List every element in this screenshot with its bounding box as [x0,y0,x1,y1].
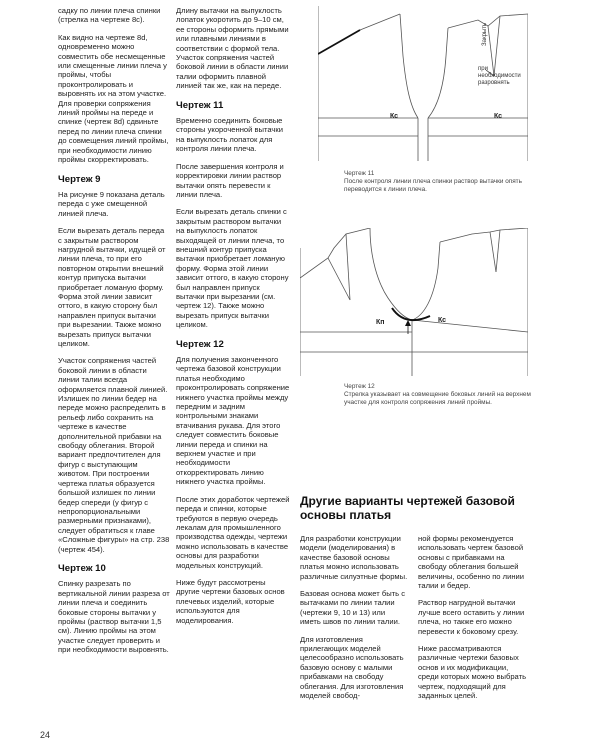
paragraph: После завершения контроля и корректировки линии раствор вытачки опять перевести к линии плеча. [176,161,284,199]
label-ks-right: Кс [494,113,503,120]
paragraph: Базовая основа может быть с вытачками по линии талии (чертежи 9, 10 и 13) или иметь швов по линии талии. [300,589,405,627]
paragraph: Если вырезать деталь спинки с закрытым раствором вытачки на выпуклость лопаток выходящей от линии плеча, то внешний контур припуска вытачки приобретает ломаную форму. Форма этой линии зависит оттого, в какую сторону был направлен припуск вытачки при вырезании (см. чертеж 12). Также можно вырезать припуск вытачки целиком. [176,207,289,330]
heading-drawing-10: Чертеж 10 [58,562,106,574]
text-column-1 [58,6,170,663]
dart-line [490,232,496,272]
label-ks: Кс [438,317,447,324]
heading-drawing-11: Чертеж 11 [176,99,224,111]
caption-title: Чертеж 11 [344,170,375,177]
shoulder-line [448,14,528,28]
caption-text: Стрелка указывает на совмещение боковых линий на верхнем участке для контроля сопряжения линий проймы. [344,391,531,406]
label-kp: Кп [376,319,385,326]
dart-line [328,258,350,300]
caption-drawing-11 [344,170,544,194]
waist-line [412,320,528,332]
paragraph: Раствор нагрудной вытачки лучше всего оставить у линии плеча, но также его можно перевести к боковому срезу. [418,598,525,636]
caption-drawing-12 [344,383,544,407]
paragraph: Длину вытачки на выпуклость лопаток укоротить до 9–10 см, ее стороны оформить прямыми или плавными линиями в соответствии с формой тела. Участок сопряжения частей боковой линии в области линии талии оформить плавной линией так же, как на переде. [176,6,289,91]
section-title: Другие варианты чертежей базовой основы платья [300,494,515,522]
caption-title: Чертеж 12 [344,383,375,390]
label-ks-left: Кс [390,113,399,120]
paragraph: Как видно на чертеже 8d, одновременно можно совместить обе несмещенные или смещенные линии плеча у проймы, чтобы проконтролировать и выровнять их на этом участке. Для проверки сопряжения линий проймы на переде и спинке (чертеж 8d) сдвиньте перед по линии плеча спинки до совмещения линий проймы, при необходимости линию проймы скорректировать. [58,32,169,165]
shoulder-line [300,228,370,278]
armhole-line [428,28,448,118]
paragraph: Участок сопряжения частей боковой линии в области линии талии всегда оформляется плавной линией. Излишек по линии бедер на переде можно распределить в рельеф либо сохранить на чертеже в качестве дополнительной прибавки на свободу облегания. Второй вариант предпочтителен для фигур с выступающим животом. При построении чертежа платья образуется большой излишек по линии бедер спереди (у фигур с непропорциональными размерными признаками), следует обратиться к главе «Сложные фигуры» на стр. 238 (чертеж 454). [58,356,170,554]
paragraph: Если вырезать деталь переда с закрытым раствором нагрудной вытачки, идущей от линии плеча, то при его повторном открытии внешний контур припуска вытачки приобретает ломаную форму. Форма этой линии зависит оттого, в какую сторону был направлен припуск вытачки при вырезании. Также можно вырезать припуск вытачки целиком. [58,226,166,348]
paragraph: Спинку разрезать по вертикальной линии разреза от линии плеча и соединить боковые стороны вытачки у проймы (раствор вытачки 1,5 см). Линию проймы на этом участке следует проверить и при необходимости выровнять. [58,579,170,655]
paragraph: Для получения законченного чертежа базовой конструкции платья необходимо проконтролировать сопряжение нижнего участка проймы между передним и задним контрольными знаками втачивания рукава. Для этого следует совместить боковые линии переда и спинки на верхнем участке и при необходимости откорректировать линию нижнего участка проймы. [176,355,290,487]
paragraph: Для изготовления прилегающих моделей целесообразно использовать базовую основу с малыми прибавками на свободу облегания. Для изготовления моделей свобод- [300,634,404,701]
paragraph: Ниже будут рассмотрены другие чертежи базовых основ плечевых изделий, которые используются для моделирования. [176,577,285,625]
shoulder-line [440,228,528,242]
note-align: при необходимости разровнять [478,66,521,86]
paragraph: После этих доработок чертежей переда и спинки, которые требуются в первую очередь лекалам для промышленного производства одежды, чертежи можно использовать в качестве основы для разработки модельных конструкций. [176,494,290,570]
dart-line [496,230,500,272]
text-column-2 [176,6,290,633]
dart-line [346,234,350,300]
armhole-line [412,242,440,320]
armhole-line [400,14,418,118]
paragraph: На рисунке 9 показана деталь переда с уже смещенной линией плеча. [58,189,165,218]
caption-text: После контроля линии плеча спинки раствор вытачки опять переводится к линии плеча. [344,178,522,193]
drawing-12-figure [300,228,528,376]
armhole-line [370,228,412,320]
page-number: 24 [40,730,51,740]
heading-drawing-9: Чертеж 9 [58,173,101,185]
paragraph: Для разработки конструкции модели (моделирования) в качестве базовой основы платья можно использовать различные силуэтные формы. [300,534,408,581]
note-close-dart: Закрыть [482,22,488,46]
paragraph: Временно соединить боковые стороны укороченной вытачки на выпуклость лопаток для контроля линии плеча. [176,116,283,154]
text-column-4 [418,534,530,709]
text-column-3 [300,534,408,709]
heading-drawing-12: Чертеж 12 [176,338,224,350]
shoulder-highlight [318,30,360,54]
drawing-11-figure [318,6,528,166]
paragraph: Ниже рассматриваются различные чертежи базовых основ и их модификации, среди которых можно выбрать чертеж, подходящий для заданных целей. [418,644,527,701]
paragraph: садку по линии плеча спинки (стрелка на чертеже 8с). [58,6,161,25]
paragraph: ной формы рекомендуется использовать чертеж базовой основы с прибавками на свободу облегания большей величины, особенно по линии талии и бедер. [418,534,524,591]
